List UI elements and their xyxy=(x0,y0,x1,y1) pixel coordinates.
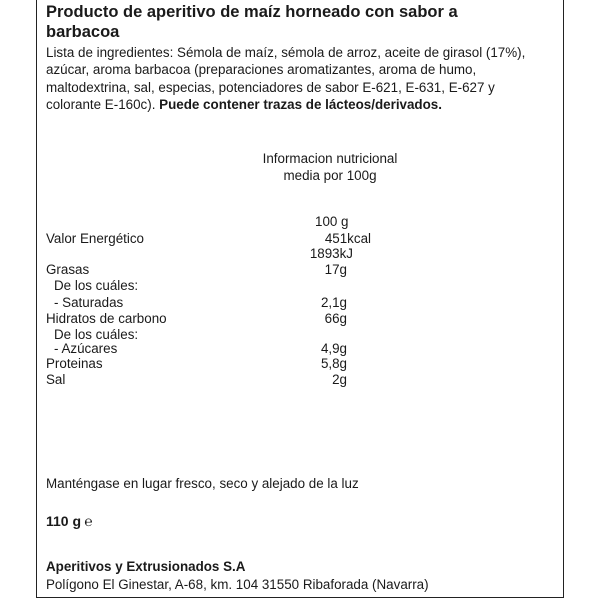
storage-instructions: Manténgase en lugar fresco, seco y alejado de la luz xyxy=(46,476,359,491)
nutrition-row-value: 2,1g xyxy=(320,295,347,310)
nutrition-row-value: 451kcal xyxy=(324,231,371,246)
product-title: Producto de aperitivo de maíz horneado con sabor a barbacoa xyxy=(46,3,458,41)
estimated-sign-icon: ℮ xyxy=(84,513,93,529)
nutrition-row-value: 5,8g xyxy=(320,356,347,371)
allergen-traces: Puede contener trazas de lácteos/derivados. xyxy=(159,97,442,113)
company-address: Polígono El Ginestar, A-68, km. 104 31550 Ribaforada (Navarra) xyxy=(46,577,429,592)
nutrition-heading-line1: Informacion nutricional xyxy=(262,151,398,166)
nutrition-row-name: Proteinas xyxy=(46,356,103,371)
net-weight-value: 110 g xyxy=(46,513,82,529)
nutrition-column-header: 100 g xyxy=(315,214,349,229)
company-name: Aperitivos y Extrusionados S.A xyxy=(46,559,246,574)
nutrition-row-name: Sal xyxy=(46,372,66,387)
ingredients-list xyxy=(46,44,551,114)
nutrition-row-name: De los cuáles: xyxy=(54,327,139,342)
nutrition-row-value: 66g xyxy=(324,311,347,326)
nutrition-row-name: - Azúcares xyxy=(54,341,118,356)
nutrition-heading-line2: media por 100g xyxy=(283,168,377,183)
nutrition-row-name: Hidratos de carbono xyxy=(46,311,167,326)
nutrition-row-name: Grasas xyxy=(46,262,90,277)
nutrition-row-name: - Saturadas xyxy=(54,295,124,310)
nutrition-row-name: Valor Energético xyxy=(46,231,145,246)
net-weight xyxy=(46,512,94,530)
ingredients-text: Lista de ingredientes: Sémola de maíz, sémola de arroz, aceite de girasol (17%), azúcar, aroma barbacoa (preparaciones aromatizantes, aroma de humo, maltodextrina, sal, especias, potenciadores de sabor E-621, E-631, E-627 y colorante E-160c). xyxy=(46,45,526,113)
nutrition-row-value: 4,9g xyxy=(320,341,347,356)
nutrition-heading xyxy=(240,150,420,184)
nutrition-row-value: 1893kJ xyxy=(309,246,353,261)
nutrition-row-value: 17g xyxy=(324,262,347,277)
nutrition-row-name: De los cuáles: xyxy=(54,278,139,293)
nutrition-row-value: 2g xyxy=(332,372,347,387)
